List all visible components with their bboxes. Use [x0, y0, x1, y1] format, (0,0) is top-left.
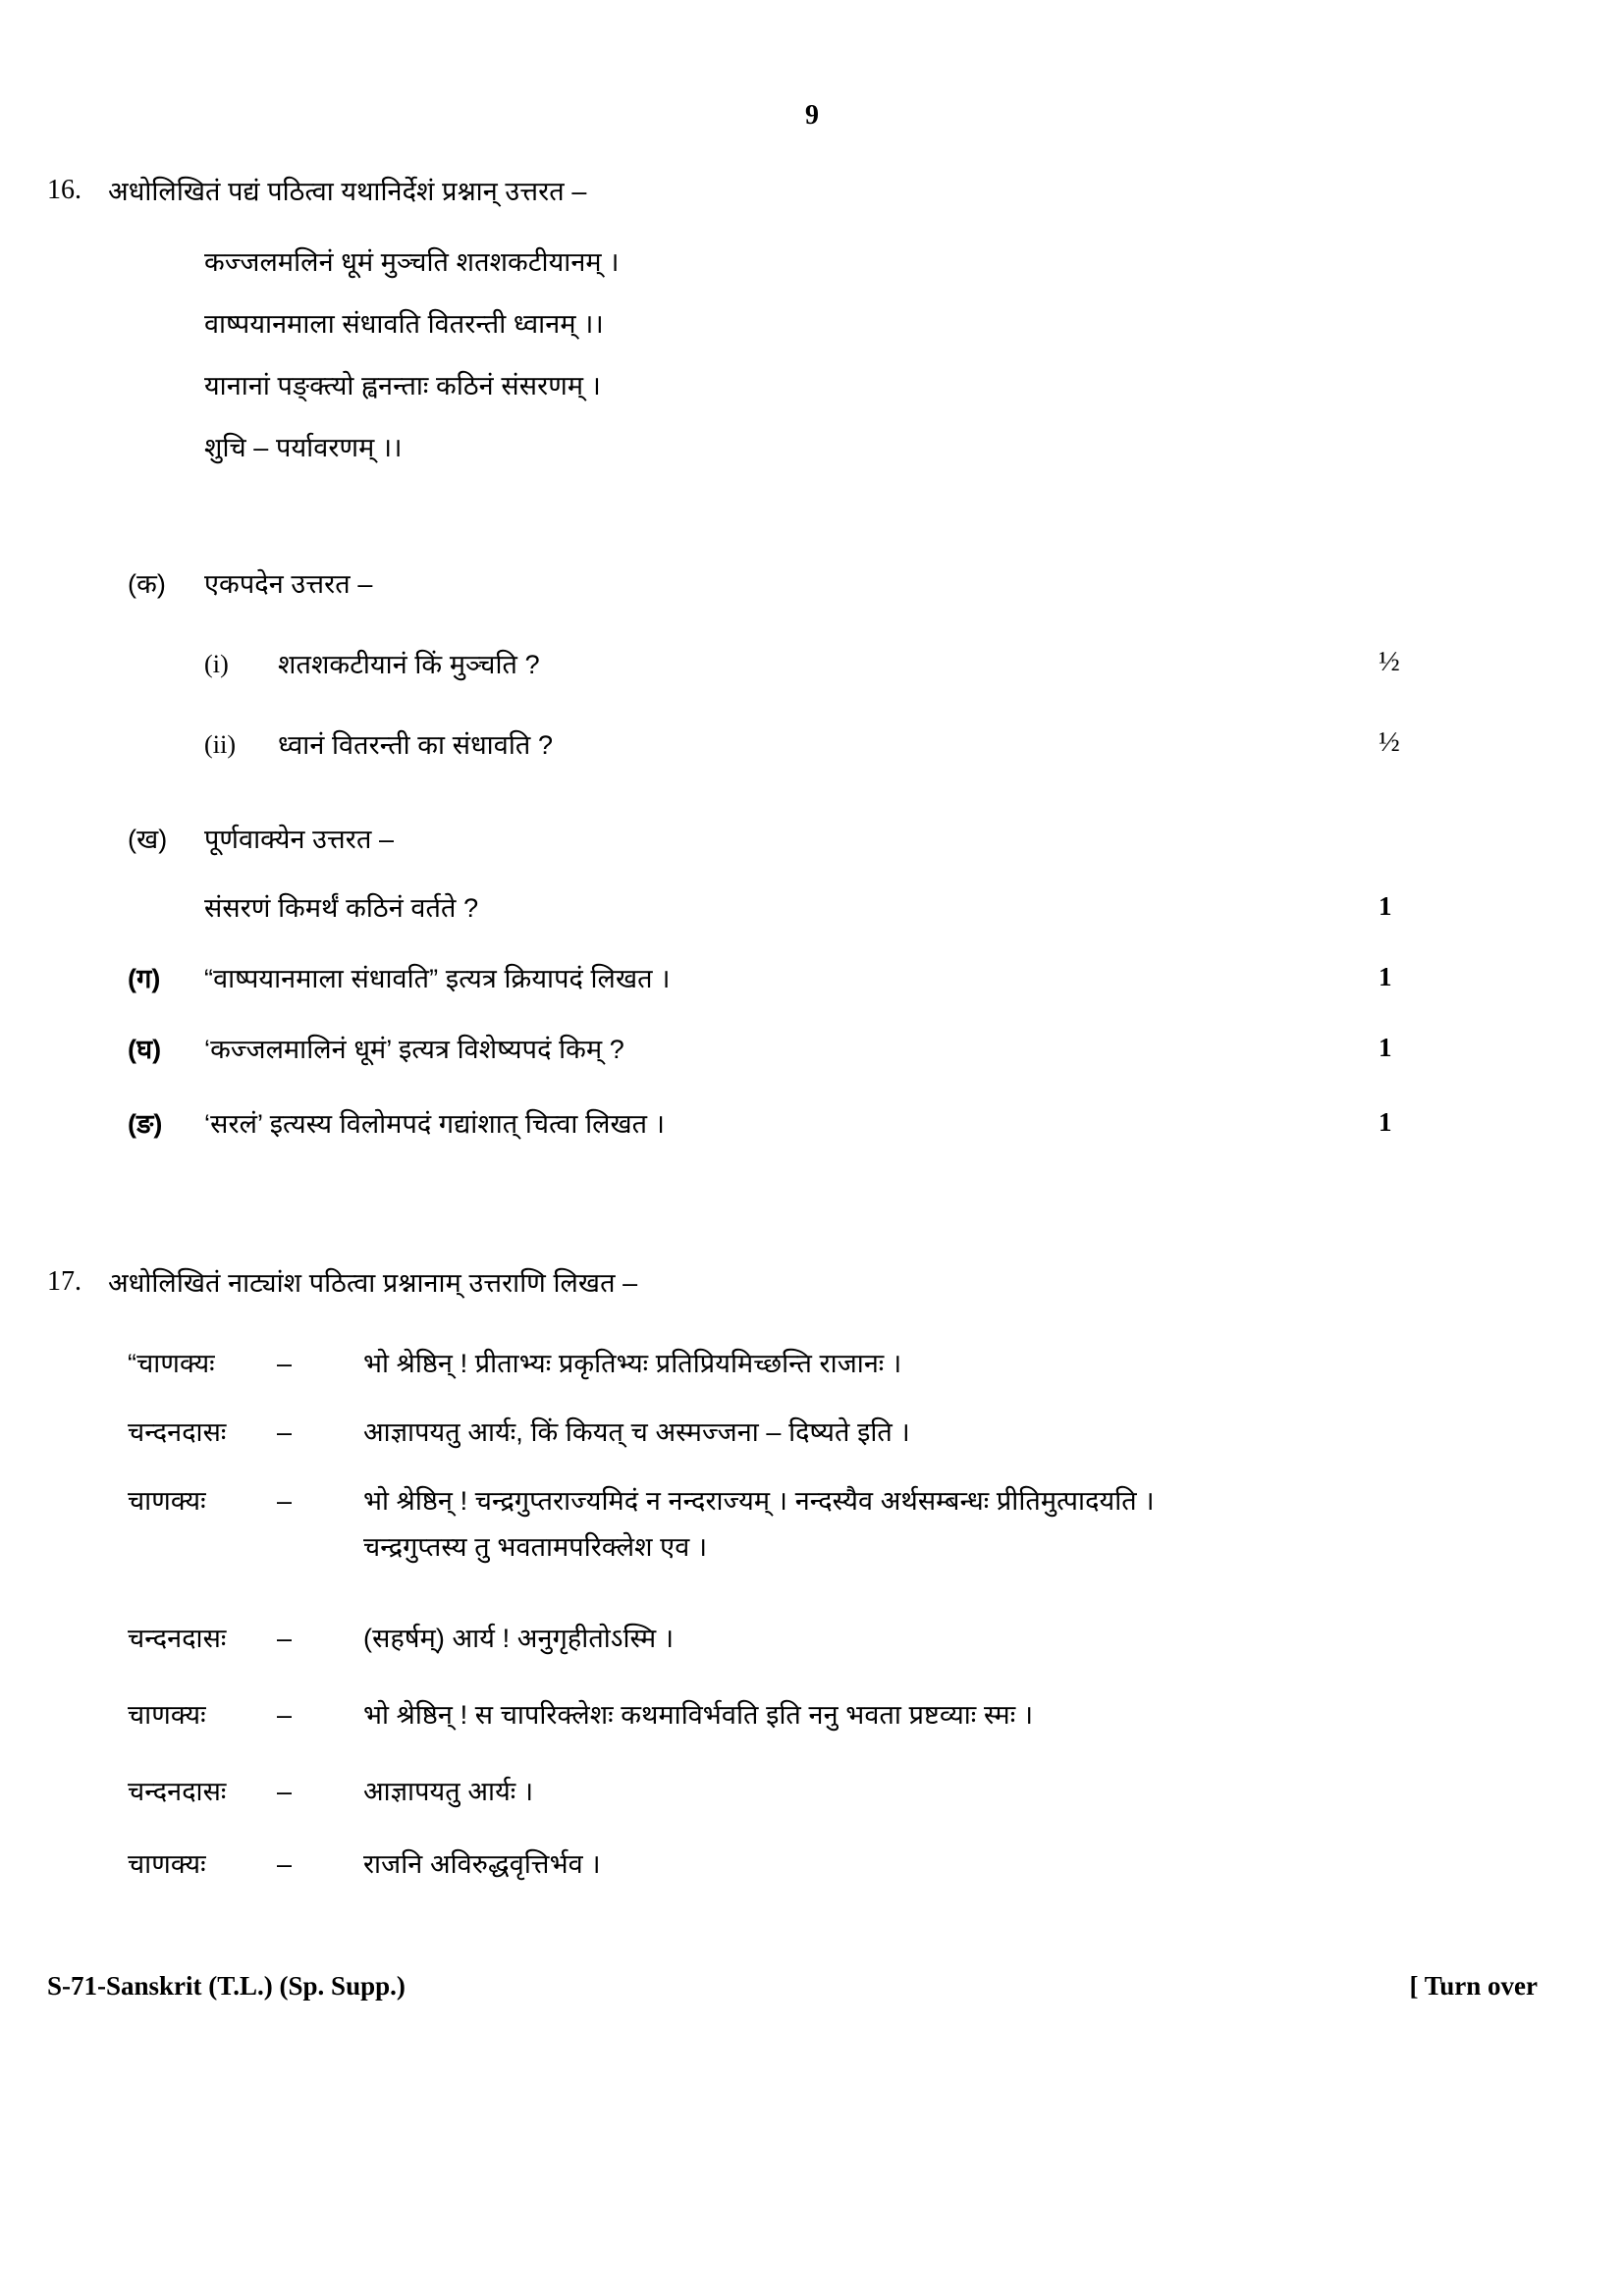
dialogue-3-speaker: चाणक्यः [128, 1486, 206, 1516]
part-ga-label: (ग) [128, 964, 161, 993]
question-17-heading [47, 1266, 1402, 1301]
part-ka-subitem-ii [204, 728, 1363, 763]
part-kha-label: (ख) [128, 825, 168, 854]
dialogue-2-speaker: चन्दनदासः [128, 1417, 227, 1447]
mark-ka-i: ½ [1379, 646, 1400, 677]
dialogue-3-speech [363, 1484, 1581, 1565]
verse-line-4: शुचि – पर्यावरणम् ।। [204, 433, 403, 463]
dialogue-2-dash: – [277, 1417, 293, 1447]
dialogue-4-speaker: चन्दनदासः [128, 1624, 227, 1653]
page-number: 9 [805, 100, 819, 131]
dialogue-5-speaker: चाणक्यः [128, 1700, 206, 1730]
dialogue-line-5 [128, 1698, 1542, 1733]
question-16-number: 16. [47, 175, 81, 205]
dialogue-line-7 [128, 1847, 1522, 1882]
verse-line-2: वाष्पयानमाला संधावति वितरन्ती ध्वानम् ।। [204, 309, 604, 340]
dialogue-1-dash: – [277, 1349, 293, 1378]
part-ka-label: (क) [128, 569, 167, 599]
part-ga-text: “वाष्पयानमाला संधावति” इत्यत्र क्रियापदं लिखत । [204, 964, 671, 993]
mark-nga: 1 [1379, 1107, 1392, 1137]
question-16-prompt: अधोलिखितं पद्यं पठित्वा यथानिर्देशं प्रश्नान् उत्तरत – [108, 177, 587, 206]
mark-gha: 1 [1379, 1033, 1392, 1062]
footer-paper-code: S-71-Sanskrit (T.L.) (Sp. Supp.) [47, 1971, 406, 2001]
mark-kha: 1 [1379, 891, 1392, 921]
mark-ga: 1 [1379, 962, 1392, 991]
dialogue-line-6 [128, 1775, 1522, 1809]
part-nga-text: ‘सरलं’ इत्यस्य विलोमपदं गद्यांशात् चित्वा लिखत । [204, 1109, 666, 1139]
mark-ka-ii: ½ [1379, 726, 1400, 758]
subitem-i-label: (i) [204, 650, 229, 678]
dialogue-line-4 [128, 1622, 1522, 1656]
question-16 [47, 175, 1402, 209]
subitem-ii-text: ध्वानं वितरन्ती का संधावति ? [278, 730, 554, 760]
question-17 [47, 1266, 1402, 1301]
dialogue-3-speech-line-1: भो श्रेष्ठिन् ! चन्द्रगुप्तराज्यमिदं न नन्दराज्यम् । नन्दस्यैव अर्थसम्बन्धः प्रीतिमुत्पादयति । [363, 1486, 1155, 1516]
part-kha-followup: संसरणं किमर्थं कठिनं वर्तते ? [204, 893, 479, 923]
dialogue-7-speech: राजनि अविरुद्धवृत्तिर्भव । [363, 1849, 601, 1879]
question-16-heading [47, 175, 1402, 209]
question-17-number: 17. [47, 1266, 81, 1297]
dialogue-6-dash: – [277, 1777, 293, 1806]
question-16-part-kha [128, 823, 1306, 857]
part-ka-subitem-i [204, 648, 1363, 682]
dialogue-6-speaker: चन्दनदासः [128, 1777, 227, 1806]
verse-line-3: यानानां पङ्क्त्यो ह्वनन्ताः कठिनं संसरणम् । [204, 371, 602, 401]
part-kha-text: पूर्णवाक्येन उत्तरत – [204, 825, 395, 854]
dialogue-4-dash: – [277, 1624, 293, 1653]
footer-turn-over: [ Turn over [1409, 1971, 1538, 2001]
question-16-part-nga [128, 1107, 1306, 1142]
subitem-ii-label: (ii) [204, 730, 237, 759]
dialogue-line-3 [128, 1484, 1581, 1565]
subitem-i-text: शतशकटीयानं किं मुञ्चति ? [278, 650, 540, 679]
dialogue-line-2 [128, 1415, 1522, 1450]
dialogue-1-speech: भो श्रेष्ठिन् ! प्रीताभ्यः प्रकृतिभ्यः प्रतिप्रियमिच्छन्ति राजानः । [363, 1349, 902, 1378]
part-gha-label: (घ) [128, 1035, 162, 1064]
dialogue-line-1 [128, 1347, 1522, 1381]
question-16-part-gha [128, 1033, 1306, 1067]
dialogue-5-speech: भो श्रेष्ठिन् ! स चापरिक्लेशः कथमाविर्भवति इति ननु भवता प्रष्टव्याः स्मः । [363, 1700, 1034, 1730]
question-16-part-ka [128, 567, 1306, 602]
question-16-part-ga [128, 962, 1306, 996]
dialogue-1-speaker: “चाणक्यः [128, 1349, 215, 1378]
part-ka-text: एकपदेन उत्तरत – [204, 569, 373, 599]
dialogue-3-speech-line-2: चन्द्रगुप्तस्य तु भवतामपरिक्लेश एव । [363, 1532, 708, 1563]
dialogue-3-dash: – [277, 1486, 293, 1516]
question-16-verse [204, 245, 620, 493]
dialogue-6-speech: आज्ञापयतु आर्यः । [363, 1777, 534, 1806]
question-17-prompt: अधोलिखितं नाट्यांश पठित्वा प्रश्नानाम् उत्तराणि लिखत – [108, 1268, 638, 1298]
verse-line-1: कज्जलमलिनं धूमं मुञ्चति शतशकटीयानम् । [204, 247, 620, 277]
dialogue-7-speaker: चाणक्यः [128, 1849, 206, 1879]
dialogue-4-speech: (सहर्षम्) आर्य ! अनुगृहीतोऽस्मि । [363, 1624, 675, 1653]
dialogue-5-dash: – [277, 1700, 293, 1730]
dialogue-2-speech: आज्ञापयतु आर्यः, किं कियत् च अस्मज्जना – दिष्यते इति । [363, 1417, 910, 1447]
part-nga-label: (ङ) [128, 1109, 163, 1139]
dialogue-7-dash: – [277, 1849, 293, 1879]
part-gha-text: ‘कज्जलमालिनं धूमं’ इत्यत्र विशेष्यपदं किम् ? [204, 1035, 624, 1064]
